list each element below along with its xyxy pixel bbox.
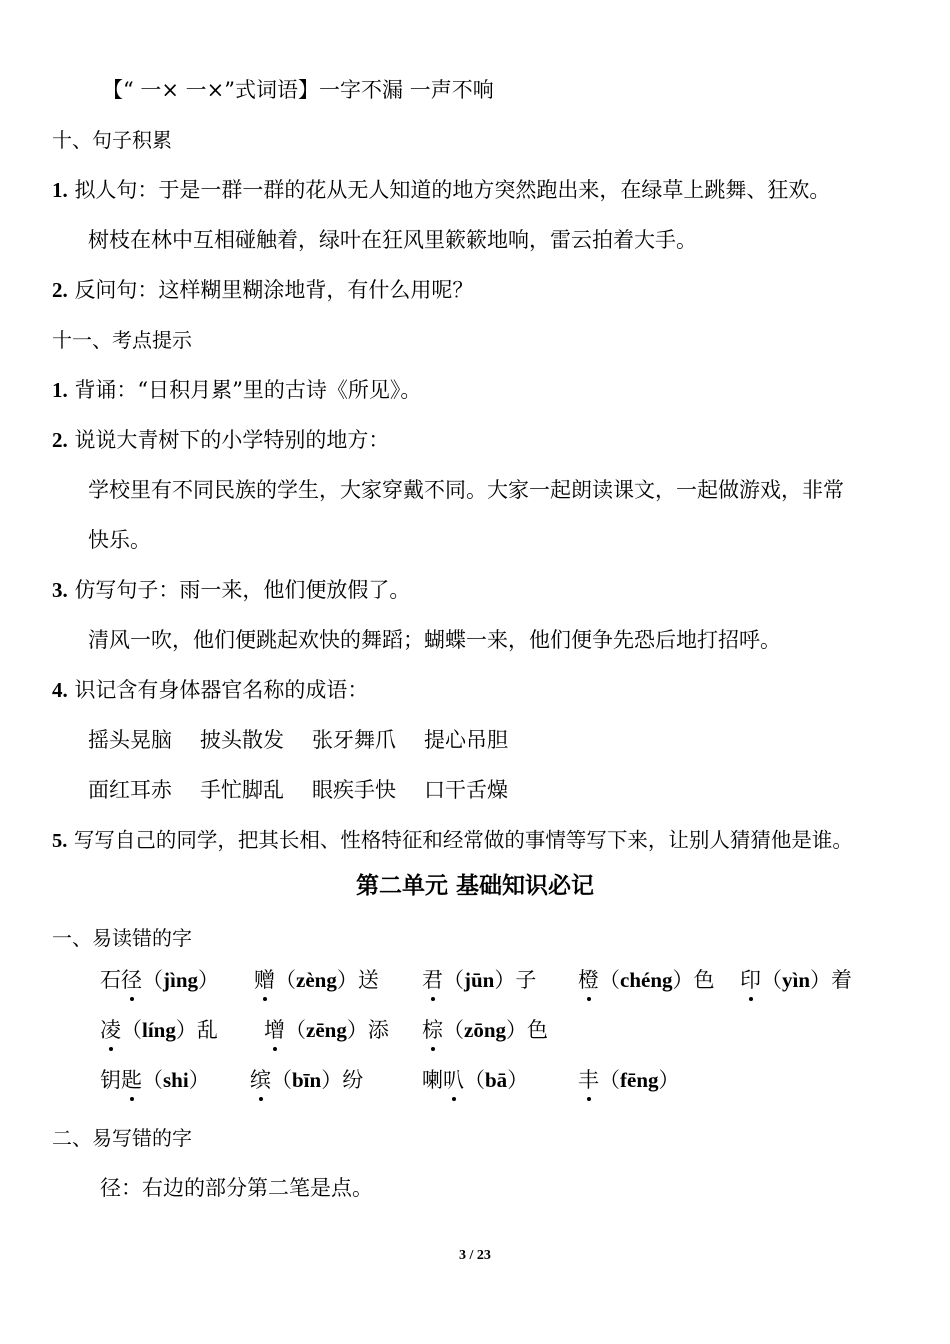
tip-4: [52, 676, 368, 704]
pinyin-entry: 棕（zōng）色: [422, 1018, 548, 1042]
tip-1: [52, 376, 421, 404]
sentence-2: [52, 276, 473, 304]
section-heading-11: 十一、考点提示: [52, 328, 192, 352]
idiom: 手忙脚乱: [200, 778, 284, 802]
idiom: 眼疾手快: [312, 778, 396, 802]
tip-5: [52, 826, 853, 855]
tip-3-line2: 清风一吹，他们便跳起欢快的舞蹈；蝴蝶一来，他们便争先恐后地打招呼。: [88, 628, 781, 652]
item-number: 1.: [52, 178, 68, 202]
pinyin-entry: 赠（zèng）送: [254, 968, 379, 992]
section-heading-1: 一、易读错的字: [52, 926, 192, 950]
idiom: 提心吊胆: [424, 728, 508, 752]
item-number: 2.: [52, 278, 68, 302]
tip-3: [52, 576, 410, 604]
pinyin-entry: 钥匙（shi）: [100, 1068, 210, 1092]
tip-2: [52, 426, 389, 454]
item-number: 4.: [52, 678, 68, 702]
idiom: 面红耳赤: [88, 778, 172, 802]
phrase-line: 【“ 一× 一×”式词语】一字不漏 一声不响: [102, 78, 494, 102]
pinyin-entry: 增（zēng）添: [264, 1018, 389, 1042]
idiom: 口干舌燥: [424, 778, 508, 802]
item-text: 写写自己的同学，把其长相、性格特征和经常做的事情等写下来，让别人猜猜他是谁。: [73, 828, 853, 852]
pinyin-entry: 石径（jìng）: [100, 968, 220, 992]
pinyin-entry: 喇叭（bā）: [422, 1068, 529, 1092]
idiom: 披头散发: [200, 728, 284, 752]
item-number: 5.: [52, 830, 68, 852]
pinyin-entry: 丰（fēng）: [578, 1068, 680, 1092]
item-text: 反问句：这样糊里糊涂地背，有什么用呢？: [74, 278, 474, 302]
tip-2-line2: 学校里有不同民族的学生，大家穿戴不同。大家一起朗读课文，一起做游戏，非常: [88, 478, 844, 502]
sentence-1-cont: 树枝在林中互相碰触着，绿叶在狂风里簌簌地响，雷云拍着大手。: [88, 228, 697, 252]
pinyin-entry: 君（jūn）子: [422, 968, 537, 992]
item-text: 仿写句子：雨一来，他们便放假了。: [74, 578, 411, 602]
item-text: 说说大青树下的小学特别的地方：: [74, 428, 390, 452]
idiom: 张牙舞爪: [312, 728, 396, 752]
item-text: 拟人句：于是一群一群的花从无人知道的地方突然跑出来，在绿草上跳舞、狂欢。: [74, 178, 831, 202]
idiom: 摇头晃脑: [88, 728, 172, 752]
writing-note: 径：右边的部分第二笔是点。: [100, 1176, 373, 1200]
item-number: 3.: [52, 578, 68, 602]
item-text: 识记含有身体器官名称的成语：: [74, 678, 369, 702]
page-number: 3 / 23: [459, 1248, 491, 1263]
pinyin-entry: 印（yìn）着: [740, 968, 853, 992]
pinyin-entry: 缤（bīn）纷: [250, 1068, 364, 1092]
item-text: 背诵：“日积月累”里的古诗《所见》。: [74, 378, 422, 402]
unit-title: 第二单元 基础知识必记: [355, 873, 594, 899]
pinyin-entry: 橙（chéng）色: [578, 968, 715, 992]
item-number: 2.: [52, 428, 68, 452]
section-heading-2: 二、易写错的字: [52, 1126, 192, 1150]
pinyin-entry: 凌（líng）乱: [100, 1018, 218, 1042]
item-number: 1.: [52, 378, 68, 402]
tip-2-line3: 快乐。: [88, 528, 151, 552]
section-heading-10: 十、句子积累: [52, 128, 172, 152]
sentence-1: [52, 176, 830, 204]
